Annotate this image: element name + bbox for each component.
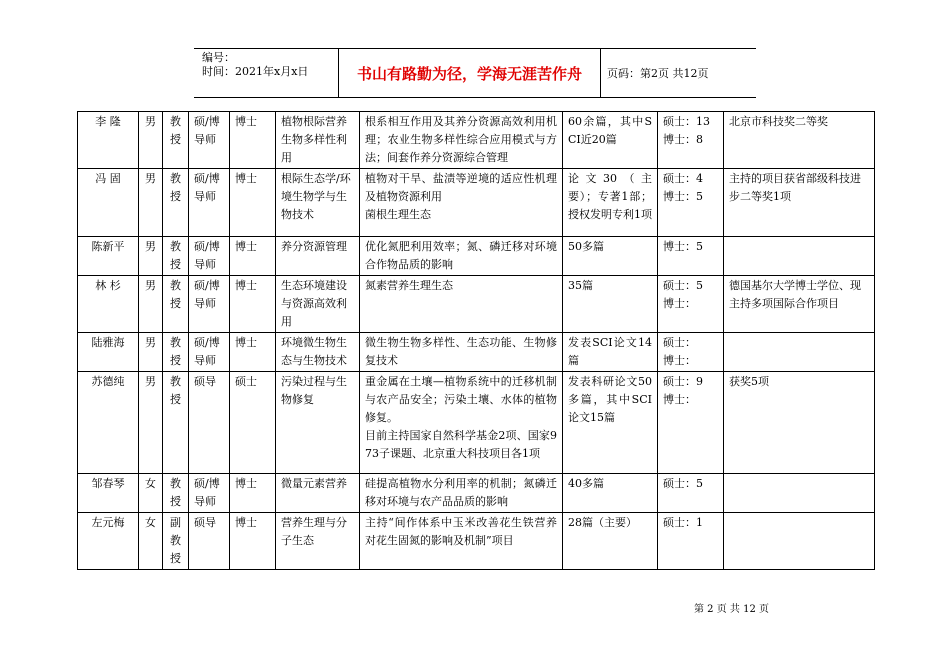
field-cell: 营养生理与分子生态 <box>276 513 360 570</box>
students-cell: 硕士：5 <box>658 474 724 513</box>
degree-cell: 博士 <box>230 474 276 513</box>
table-row <box>78 333 875 372</box>
research-cell: 氮素营养生理生态 <box>360 276 563 333</box>
degree-cell: 硕士 <box>230 372 276 474</box>
awards-cell: 德国基尔大学博士学位、现主持多项国际合作项目 <box>724 276 875 333</box>
gender-cell: 女 <box>139 474 163 513</box>
name-cell: 林 杉 <box>78 276 139 333</box>
doc-time-label: 时间：2021年x月x日 <box>202 65 309 78</box>
awards-cell: 主持的项目获省部级科技进步二等奖1项 <box>724 169 875 237</box>
tutor-cell: 硕/博导师 <box>189 474 230 513</box>
table-row <box>78 276 875 333</box>
research-cell: 硅提高植物水分利用率的机制；氮磷迁移对环境与农产品品质的影响 <box>360 474 563 513</box>
table-row <box>78 237 875 276</box>
students-cell: 硕士：4 博士：5 <box>658 169 724 237</box>
degree-cell: 博士 <box>230 237 276 276</box>
degree-cell: 博士 <box>230 333 276 372</box>
title-cell: 教授 <box>163 333 189 372</box>
gender-cell: 男 <box>139 237 163 276</box>
tutor-cell: 硕导 <box>189 372 230 474</box>
papers-cell: 发表SCI论文14篇 <box>563 333 658 372</box>
table-row <box>78 474 875 513</box>
research-cell: 主持“间作体系中玉米改善花生铁营养对花生固氮的影响及机制”项目 <box>360 513 563 570</box>
students-cell: 硕士： 博士： <box>658 333 724 372</box>
students-cell: 硕士：9 博士： <box>658 372 724 474</box>
awards-cell <box>724 474 875 513</box>
field-cell: 污染过程与生物修复 <box>276 372 360 474</box>
tutor-cell: 硕导 <box>189 513 230 570</box>
field-cell: 养分资源管理 <box>276 237 360 276</box>
table-row <box>78 513 875 570</box>
table-row <box>78 169 875 237</box>
awards-cell: 获奖5项 <box>724 372 875 474</box>
title-cell: 教授 <box>163 372 189 474</box>
papers-cell: 60余篇，其中SCI近20篇 <box>563 112 658 169</box>
title-cell: 教授 <box>163 112 189 169</box>
title-cell: 教授 <box>163 474 189 513</box>
name-cell: 左元梅 <box>78 513 139 570</box>
students-cell: 硕士：13 博士：8 <box>658 112 724 169</box>
tutor-cell: 硕/博导师 <box>189 237 230 276</box>
tutor-cell: 硕/博导师 <box>189 169 230 237</box>
field-cell: 环境微生物生态与生物技术 <box>276 333 360 372</box>
page-header <box>194 48 756 98</box>
tutor-cell: 硕/博导师 <box>189 333 230 372</box>
gender-cell: 男 <box>139 169 163 237</box>
field-cell: 生态环境建设与资源高效利用 <box>276 276 360 333</box>
awards-cell <box>724 237 875 276</box>
gender-cell: 男 <box>139 276 163 333</box>
table-row <box>78 112 875 169</box>
name-cell: 陆雅海 <box>78 333 139 372</box>
awards-cell: 北京市科技奖二等奖 <box>724 112 875 169</box>
research-cell: 微生物生物多样性、生态功能、生物修复技术 <box>360 333 563 372</box>
degree-cell: 博士 <box>230 169 276 237</box>
title-cell: 教授 <box>163 169 189 237</box>
tutor-cell: 硕/博导师 <box>189 112 230 169</box>
page-footer: 第 2 页 共 12 页 <box>694 604 769 615</box>
gender-cell: 男 <box>139 112 163 169</box>
papers-cell: 40多篇 <box>563 474 658 513</box>
table-row <box>78 372 875 474</box>
awards-cell <box>724 333 875 372</box>
name-cell: 苏德纯 <box>78 372 139 474</box>
name-cell: 冯 固 <box>78 169 139 237</box>
research-cell: 优化氮肥利用效率；氮、磷迁移对环境合作物品质的影响 <box>360 237 563 276</box>
doc-number-label: 编号： <box>202 51 235 64</box>
research-cell: 植物对干旱、盐渍等逆境的适应性机理及植物资源利用 菌根生理生态 <box>360 169 563 237</box>
name-cell: 李 隆 <box>78 112 139 169</box>
title-cell: 教授 <box>163 276 189 333</box>
papers-cell: 50多篇 <box>563 237 658 276</box>
research-cell: 重金属在土壤—植物系统中的迁移机制与农产品安全；污染土壤、水体的植物修复。 目前主持国家自然科学基金2项、国家973子课题、北京重大科技项目各1项 <box>360 372 563 474</box>
degree-cell: 博士 <box>230 112 276 169</box>
papers-cell: 35篇 <box>563 276 658 333</box>
papers-cell: 发表科研论文50多篇，其中SCI论文15篇 <box>563 372 658 474</box>
header-page-info: 页码：第2页 共12页 <box>607 67 709 80</box>
students-cell: 硕士：5 博士： <box>658 276 724 333</box>
students-cell: 博士：5 <box>658 237 724 276</box>
title-cell: 教授 <box>163 237 189 276</box>
degree-cell: 博士 <box>230 276 276 333</box>
papers-cell: 28篇（主要） <box>563 513 658 570</box>
name-cell: 陈新平 <box>78 237 139 276</box>
research-cell: 根系相互作用及其养分资源高效利用机理；农业生物多样性综合应用模式与方法；间套作养分资源综合管理 <box>360 112 563 169</box>
gender-cell: 女 <box>139 513 163 570</box>
field-cell: 根际生态学/环境生物学与生物技术 <box>276 169 360 237</box>
faculty-table <box>77 111 875 570</box>
degree-cell: 博士 <box>230 513 276 570</box>
students-cell: 硕士：1 <box>658 513 724 570</box>
header-meta <box>194 49 339 97</box>
awards-cell <box>724 513 875 570</box>
name-cell: 邹春琴 <box>78 474 139 513</box>
tutor-cell: 硕/博导师 <box>189 276 230 333</box>
title-cell: 副教授 <box>163 513 189 570</box>
field-cell: 微量元素营养 <box>276 474 360 513</box>
field-cell: 植物根际营养生物多样性利用 <box>276 112 360 169</box>
gender-cell: 男 <box>139 372 163 474</box>
header-motto: 书山有路勤为径，学海无涯苦作舟 <box>339 49 601 97</box>
papers-cell: 论文30（主要）；专著1部；授权发明专利1项 <box>563 169 658 237</box>
gender-cell: 男 <box>139 333 163 372</box>
